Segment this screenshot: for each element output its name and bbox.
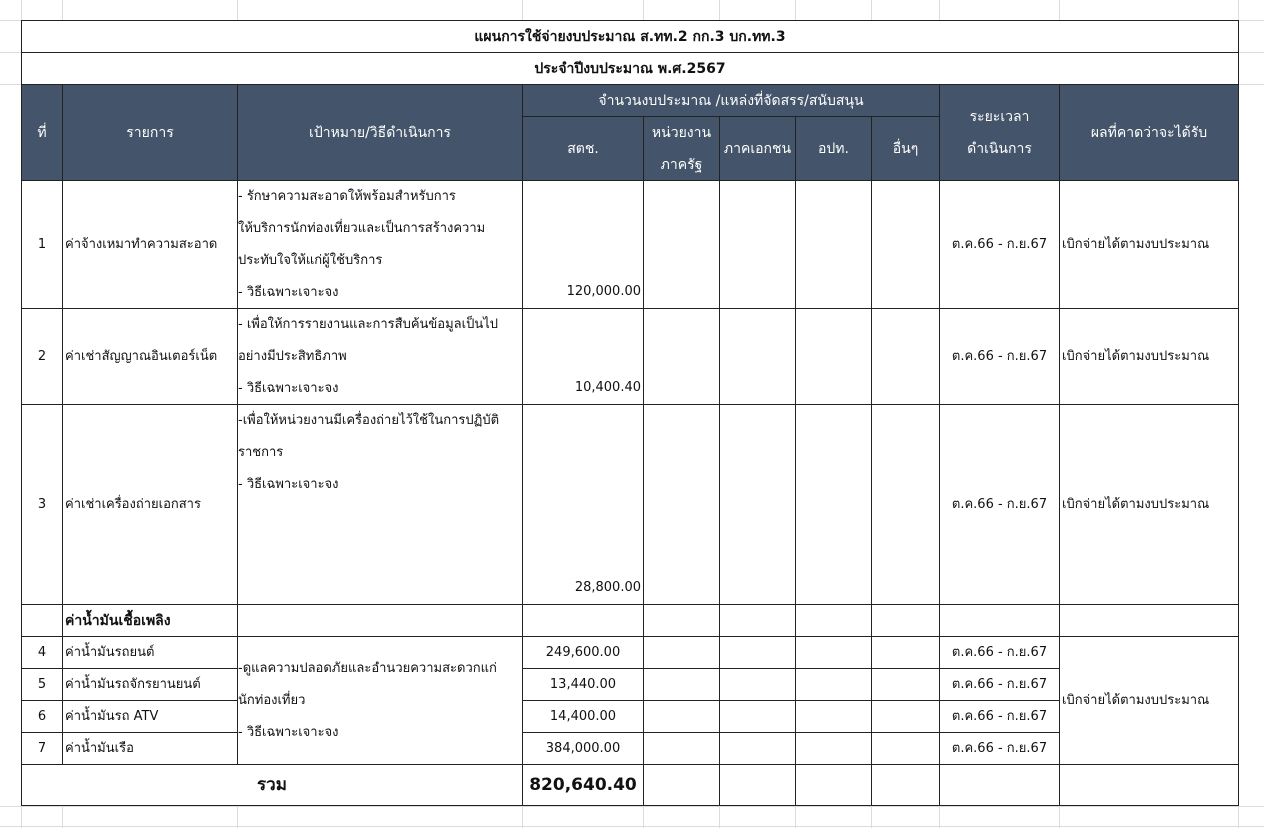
row-7-budget-other[interactable] — [871, 732, 940, 765]
row-5-budget-other[interactable] — [871, 668, 940, 701]
row-3-goal-line-3: - วิธีเฉพาะเจาะจง — [238, 477, 339, 492]
row-1-goal-line-3: ประทับใจให้แก่ผู้ใช้บริการ — [238, 253, 383, 268]
header-period[interactable] — [939, 84, 1060, 181]
row-5-amount[interactable]: 13,440.00 — [522, 668, 644, 701]
row-7-item[interactable]: ค่าน้ำมันเรือ — [62, 732, 238, 765]
row-1-budget-local[interactable] — [795, 180, 872, 309]
row-3-period[interactable]: ต.ค.66 - ก.ย.67 — [939, 404, 1060, 605]
row-2-no[interactable]: 2 — [21, 308, 63, 405]
fuel-section-amount[interactable] — [522, 604, 644, 637]
header-period-line1: ระยะเวลา — [969, 108, 1030, 125]
row-6-budget-government[interactable] — [643, 700, 720, 733]
row-4-amount[interactable]: 249,600.00 — [522, 636, 644, 669]
row-3-goal[interactable] — [237, 404, 523, 605]
header-budget-local[interactable]: อปท. — [795, 116, 872, 181]
fuel-section-budget-government[interactable] — [643, 604, 720, 637]
header-period-line2: ดำเนินการ — [967, 140, 1032, 157]
row-4-budget-private[interactable] — [719, 636, 796, 669]
row-2-budget-government[interactable] — [643, 308, 720, 405]
row-1-no[interactable]: 1 — [21, 180, 63, 309]
row-1-goal-line-1: - รักษาความสะอาดให้พร้อมสำหรับการ — [238, 189, 456, 204]
row-1-item[interactable]: ค่าจ้างเหมาทำความสะอาด — [62, 180, 238, 309]
row-5-period[interactable]: ต.ค.66 - ก.ย.67 — [939, 668, 1060, 701]
total-result[interactable] — [1059, 764, 1239, 806]
fuel-goal-line-1: -ดูแลความปลอดภัยและอำนวยความสะดวกแก่ — [238, 661, 497, 676]
row-6-no[interactable]: 6 — [21, 700, 63, 733]
row-4-budget-local[interactable] — [795, 636, 872, 669]
row-7-period[interactable]: ต.ค.66 - ก.ย.67 — [939, 732, 1060, 765]
row-4-budget-government[interactable] — [643, 636, 720, 669]
fuel-goal[interactable] — [237, 636, 523, 765]
row-1-period[interactable]: ต.ค.66 - ก.ย.67 — [939, 180, 1060, 309]
total-period[interactable] — [939, 764, 1060, 806]
row-3-no[interactable]: 3 — [21, 404, 63, 605]
row-7-amount[interactable]: 384,000.00 — [522, 732, 644, 765]
row-2-budget-private[interactable] — [719, 308, 796, 405]
row-1-budget-private[interactable] — [719, 180, 796, 309]
fuel-section-budget-private[interactable] — [719, 604, 796, 637]
row-3-goal-line-1: -เพื่อให้หน่วยงานมีเครื่องถ่ายไว้ใช้ในการปฏิบัติ — [238, 413, 500, 428]
total-label[interactable]: รวม — [21, 764, 523, 806]
header-item[interactable]: รายการ — [62, 84, 238, 181]
fuel-goal-line-3: - วิธีเฉพาะเจาะจง — [238, 725, 339, 740]
row-2-goal-line-2: อย่างมีประสิทธิภาพ — [238, 349, 347, 364]
fuel-section-goal[interactable] — [237, 604, 523, 637]
row-6-item[interactable]: ค่าน้ำมันรถ ATV — [62, 700, 238, 733]
header-budget-government-line1: หน่วยงาน — [651, 124, 712, 141]
row-1-budget-other[interactable] — [871, 180, 940, 309]
row-5-item[interactable]: ค่าน้ำมันรถจักรยานยนต์ — [62, 668, 238, 701]
row-2-amount[interactable]: 10,400.40 — [522, 308, 644, 405]
row-3-goal-line-2: ราชการ — [238, 445, 284, 460]
fuel-section-budget-local[interactable] — [795, 604, 872, 637]
row-7-budget-private[interactable] — [719, 732, 796, 765]
row-2-budget-other[interactable] — [871, 308, 940, 405]
row-1-amount[interactable]: 120,000.00 — [522, 180, 644, 309]
title-line-1[interactable]: แผนการใช้จ่ายงบประมาณ ส.ทท.2 กก.3 บก.ทท.3 — [21, 20, 1239, 53]
header-budget-private[interactable]: ภาคเอกชน — [719, 116, 796, 181]
row-2-budget-local[interactable] — [795, 308, 872, 405]
row-1-goal-line-2: ให้บริการนักท่องเที่ยวและเป็นการสร้างความ — [238, 221, 486, 236]
row-1-result[interactable]: เบิกจ่ายได้ตามงบประมาณ — [1059, 180, 1239, 309]
total-budget-other[interactable] — [871, 764, 940, 806]
header-no[interactable]: ที่ — [21, 84, 63, 181]
row-2-goal-line-3: - วิธีเฉพาะเจาะจง — [238, 381, 339, 396]
row-2-result[interactable]: เบิกจ่ายได้ตามงบประมาณ — [1059, 308, 1239, 405]
row-4-no[interactable]: 4 — [21, 636, 63, 669]
row-5-budget-local[interactable] — [795, 668, 872, 701]
row-4-budget-other[interactable] — [871, 636, 940, 669]
row-2-item[interactable]: ค่าเช่าสัญญาณอินเตอร์เน็ต — [62, 308, 238, 405]
fuel-section-no[interactable] — [21, 604, 63, 637]
row-5-no[interactable]: 5 — [21, 668, 63, 701]
row-2-goal-line-1: - เพื่อให้การรายงานและการสืบค้นข้อมูลเป็นไป — [238, 317, 498, 332]
fuel-section-result[interactable] — [1059, 604, 1239, 637]
title-line-2[interactable]: ประจำปีงบประมาณ พ.ศ.2567 — [21, 52, 1239, 85]
row-7-budget-local[interactable] — [795, 732, 872, 765]
row-6-period[interactable]: ต.ค.66 - ก.ย.67 — [939, 700, 1060, 733]
fuel-result[interactable]: เบิกจ่ายได้ตามงบประมาณ — [1059, 636, 1239, 765]
row-1-budget-government[interactable] — [643, 180, 720, 309]
fuel-section-title[interactable]: ค่าน้ำมันเชื้อเพลิง — [62, 604, 238, 637]
header-result[interactable]: ผลที่คาดว่าจะได้รับ — [1059, 84, 1239, 181]
row-6-amount[interactable]: 14,400.00 — [522, 700, 644, 733]
row-3-budget-local[interactable] — [795, 404, 872, 605]
fuel-section-period[interactable] — [939, 604, 1060, 637]
row-3-budget-other[interactable] — [871, 404, 940, 605]
row-4-period[interactable]: ต.ค.66 - ก.ย.67 — [939, 636, 1060, 669]
row-3-amount[interactable]: 28,800.00 — [522, 404, 644, 605]
row-3-result[interactable]: เบิกจ่ายได้ตามงบประมาณ — [1059, 404, 1239, 605]
row-4-item[interactable]: ค่าน้ำมันรถยนต์ — [62, 636, 238, 669]
header-budget-other[interactable]: อื่นๆ — [871, 116, 940, 181]
row-5-budget-private[interactable] — [719, 668, 796, 701]
row-5-budget-government[interactable] — [643, 668, 720, 701]
header-budget-police[interactable]: สตช. — [522, 116, 644, 181]
row-6-budget-local[interactable] — [795, 700, 872, 733]
row-1-goal-line-4: - วิธีเฉพาะเจาะจง — [238, 285, 339, 300]
header-budget-group[interactable]: จำนวนงบประมาณ /แหล่งที่จัดสรร/สนับสนุน — [522, 84, 940, 117]
row-3-item[interactable]: ค่าเช่าเครื่องถ่ายเอกสาร — [62, 404, 238, 605]
row-1-goal[interactable] — [237, 180, 523, 309]
row-6-budget-other[interactable] — [871, 700, 940, 733]
row-2-goal[interactable] — [237, 308, 523, 405]
header-goal[interactable]: เป้าหมาย/วิธีดำเนินการ — [237, 84, 523, 181]
row-6-budget-private[interactable] — [719, 700, 796, 733]
row-3-budget-government[interactable] — [643, 404, 720, 605]
total-budget-government[interactable] — [643, 764, 720, 806]
header-budget-government[interactable] — [643, 116, 720, 181]
fuel-section-budget-other[interactable] — [871, 604, 940, 637]
fuel-goal-line-2: นักท่องเที่ยว — [238, 693, 306, 708]
row-3-budget-private[interactable] — [719, 404, 796, 605]
total-budget-local[interactable] — [795, 764, 872, 806]
header-budget-government-line2: ภาครัฐ — [660, 156, 703, 173]
row-7-budget-government[interactable] — [643, 732, 720, 765]
row-7-no[interactable]: 7 — [21, 732, 63, 765]
row-2-period[interactable]: ต.ค.66 - ก.ย.67 — [939, 308, 1060, 405]
total-budget-private[interactable] — [719, 764, 796, 806]
total-value[interactable]: 820,640.40 — [522, 764, 644, 806]
